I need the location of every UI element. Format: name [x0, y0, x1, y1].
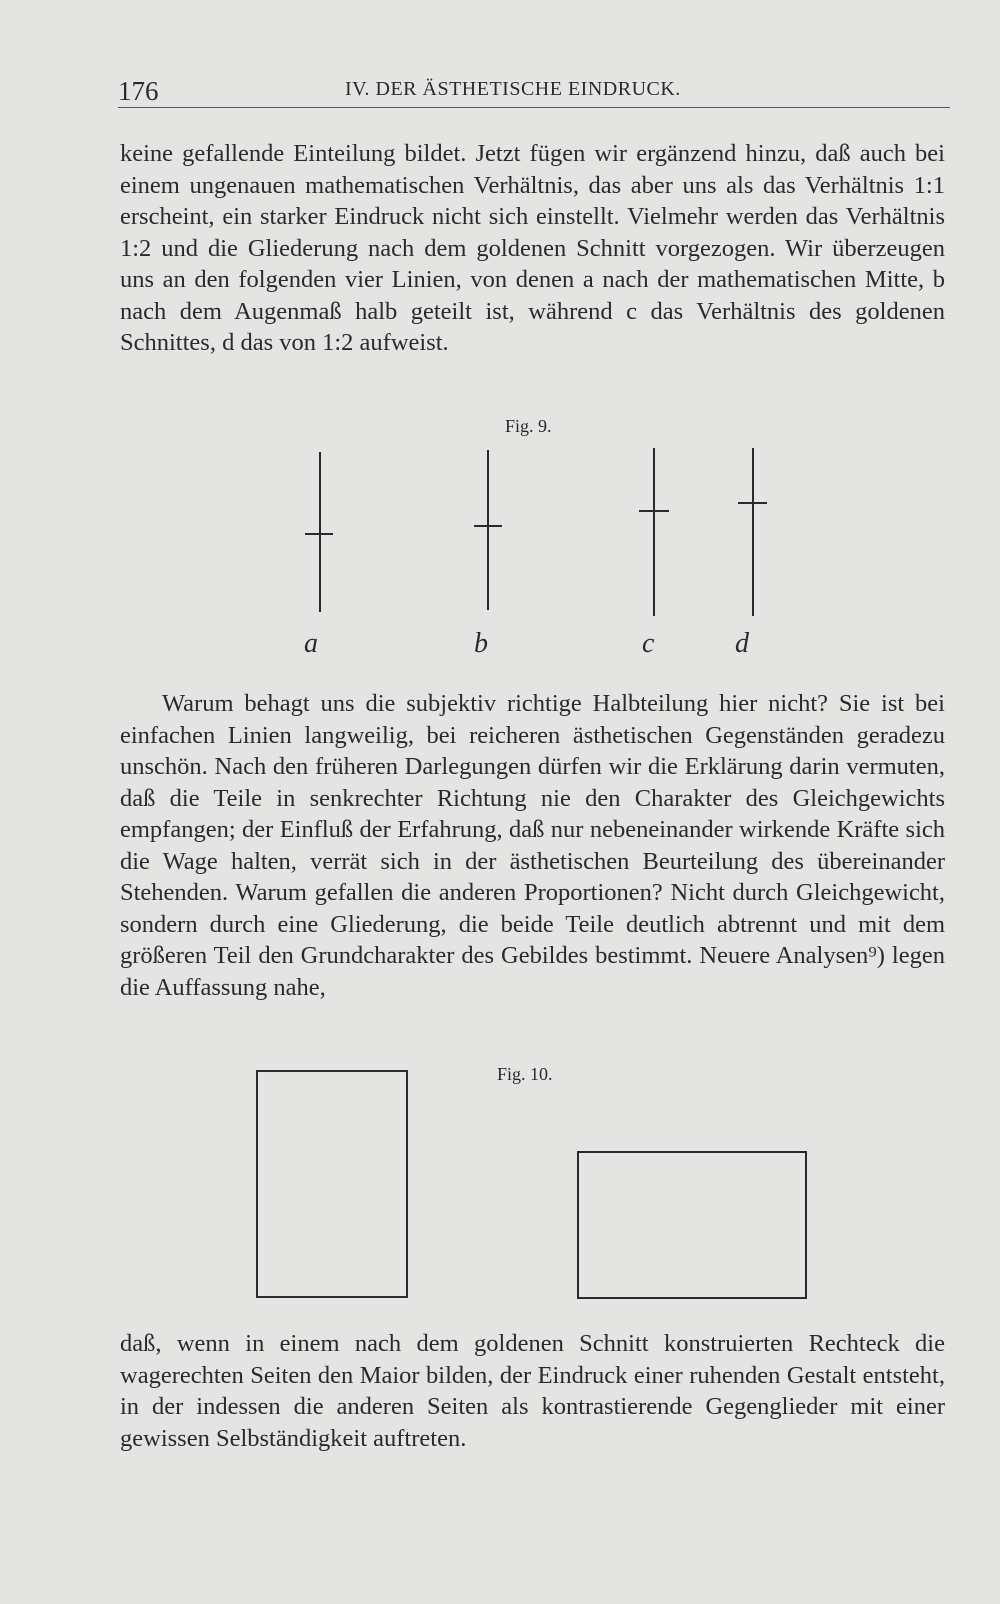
paragraph-2: Warum behagt uns die subjektiv richtige Halbteilung hier nicht? Sie ist bei einfachen Linien langweilig, bei reicheren ästhetischen Gegenständen geradezu unschön. Nach den früheren Darlegungen dürfen wir die Erklärung darin vermuten, daß die Teile in senkrechter Richtung nie den Charakter des Gleichgewichts empfangen; der Einfluß der Erfahrung, daß nur nebeneinander wirkende Kräfte sich die Wage halten, verrät sich in der ästhetischen Beurteilung des übereinander Stehenden. Warum gefallen die anderen Proportionen? Nicht durch Gleichgewicht, sondern durch eine Gliederung, die beide Teile deutlich abtrennt und mit dem größeren Teil den Grundcharakter des Gebildes bestimmt. Neuere Analysen⁹) legen die Auffassung nahe,	[120, 690, 945, 1001]
running-head: IV. DER ÄSTHETISCHE EINDRUCK.	[345, 78, 681, 100]
figure-10-horizontal-rectangle	[578, 1152, 806, 1298]
figure-9-label-b: b	[474, 628, 488, 659]
figure-9-lines	[305, 448, 767, 616]
figure-10-vertical-rectangle	[257, 1071, 407, 1297]
figure-9-label-c: c	[642, 628, 655, 659]
paragraph-3: daß, wenn in einem nach dem goldenen Schnitt konstruierten Rechteck die wagerechten Seiten den Maior bilden, der Eindruck einer ruhenden Gestalt entsteht, in der indessen die anderen Seiten als kontrastierende Gegenglieder mit einer gewissen Selbständigkeit auftreten.	[120, 1330, 945, 1452]
figure-9-caption: Fig. 9.	[505, 416, 552, 436]
figure-10-caption: Fig. 10.	[497, 1064, 553, 1084]
figure-9-label-a: a	[304, 628, 318, 659]
paragraph-1: keine gefallende Einteilung bildet. Jetzt fügen wir ergänzend hinzu, daß auch bei einem ungenauen mathematischen Verhältnis, das aber uns als das Verhältnis 1:1 erscheint, ein starker Eindruck nicht sich einstellt. Vielmehr werden das Verhältnis 1:2 und die Gliederung nach dem goldenen Schnitt vorgezogen. Wir überzeugen uns an den folgenden vier Linien, von denen a nach der mathematischen Mitte, b nach dem Augenmaß halb geteilt ist, während c das Verhältnis des goldenen Schnittes, d das von 1:2 aufweist.	[120, 140, 945, 356]
figure-9-label-d: d	[735, 628, 749, 659]
page-number: 176	[118, 76, 159, 106]
